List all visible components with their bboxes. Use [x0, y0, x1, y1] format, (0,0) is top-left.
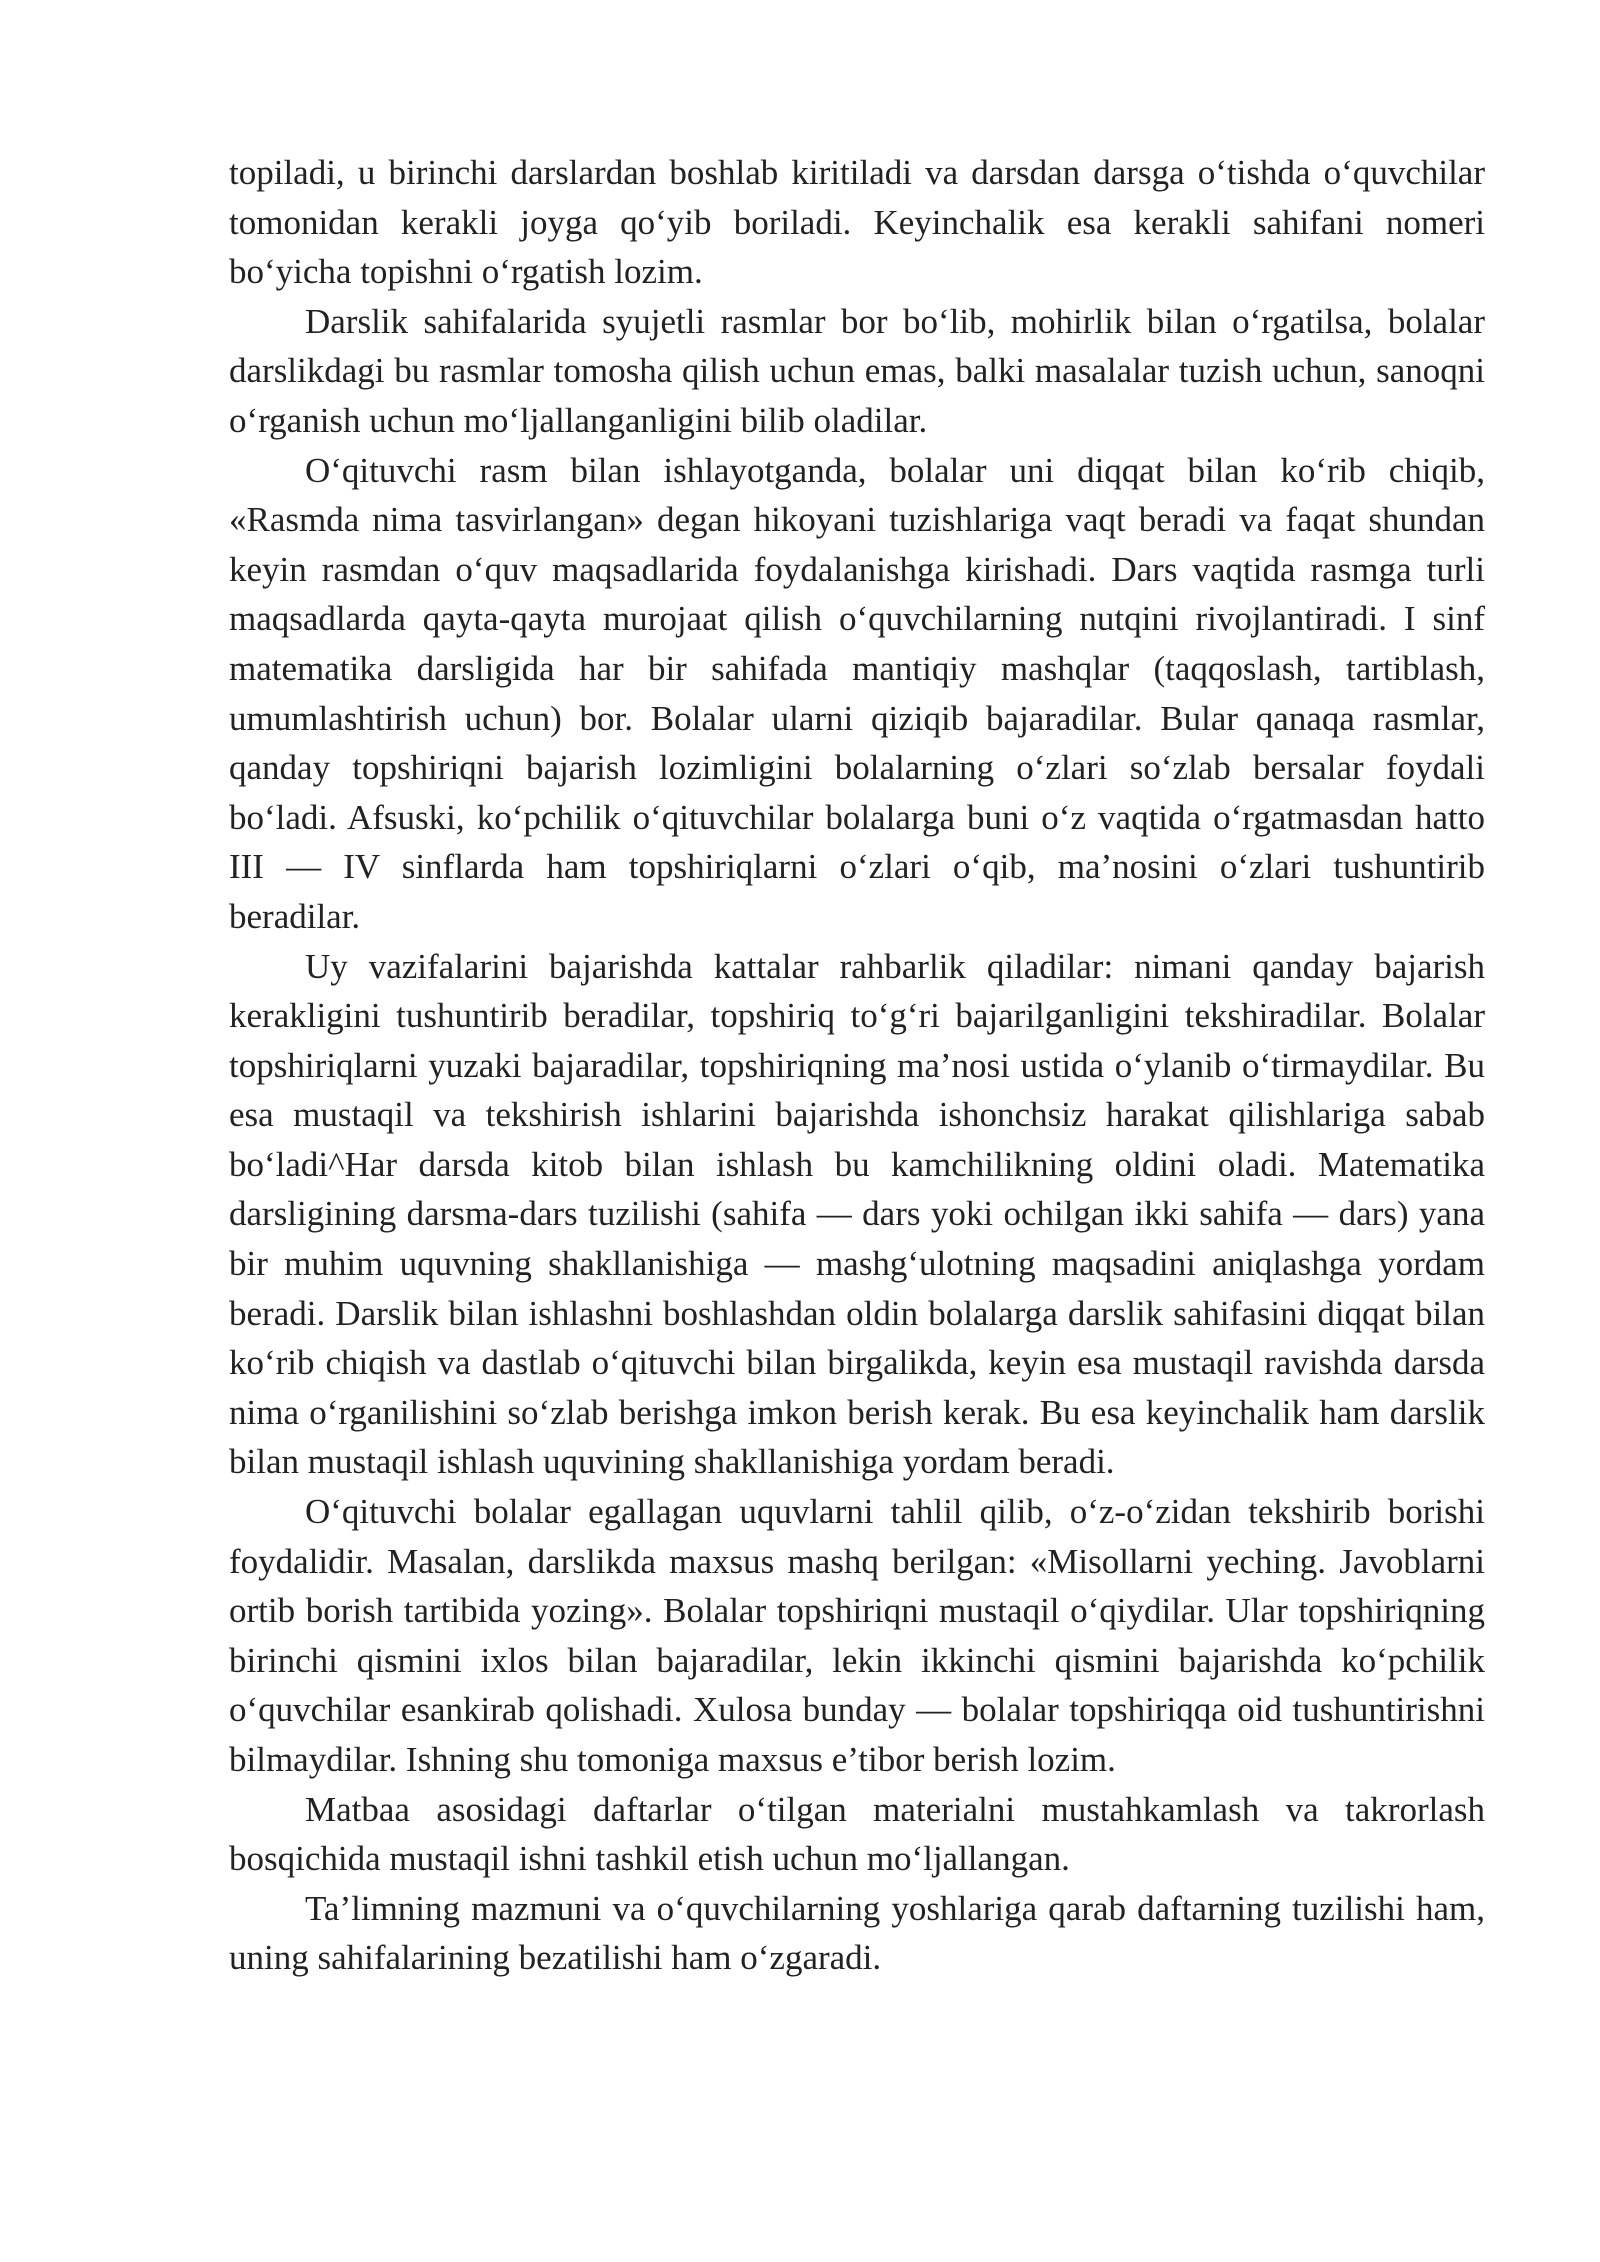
paragraph-4: Uy vazifalarini bajarishda kattalar rahbarlik qiladilar: nimani qanday bajarish kerakligini tushuntirib beradilar, topshiriq to‘g‘ri bajarilganligini tekshiradilar. Bolalar topshiriqlarni yuzaki bajaradilar, topshiriqning ma’nosi ustida o‘ylanib o‘tirmaydilar. Bu esa mustaqil va tekshirish ishlarini bajarishda ishonchsiz harakat qilishlariga sabab bo‘ladi^Har darsda kitob bilan ishlash bu kamchilikning oldini oladi. Matematika darsligining darsma-dars tuzilishi (sahifa — dars yoki ochilgan ikki sahifa — dars) yana bir muhim uquvning shakllanishiga — mashg‘ulotning maqsadini aniqlashga yordam beradi. Darslik bilan ishlashni boshlashdan oldin bolalarga darslik sahifasini diqqat bilan ko‘rib chiqish va dastlab o‘qituvchi bilan birgalikda, keyin esa mustaqil ravishda darsda nima o‘rganilishini so‘zlab berishga imkon berish kerak. Bu esa keyinchalik ham darslik bilan mustaqil ishlash uquvining shakllanishiga yordam beradi. — [229, 946, 1485, 1482]
paragraph-2: Darslik sahifalarida syujetli rasmlar bor bo‘lib, mohirlik bilan o‘rgatilsa, bolalar darslikdagi bu rasmlar tomosha qilish uchun emas, balki masalalar tuzish uchun, sanoqni o‘rganish uchun mo‘ljallanganligini bilib oladilar. — [229, 301, 1485, 440]
paragraph-7: Ta’limning mazmuni va o‘quvchilarning yoshlariga qarab daftarning tuzilishi ham, uning sahifalarining bezatilishi ham o‘zgaradi. — [229, 1888, 1485, 1978]
document-page — [229, 148, 1485, 1983]
paragraph-1: topiladi, u birinchi darslardan boshlab kiritiladi va darsdan darsga o‘tishda o‘quvchilar tomonidan kerakli joyga qo‘yib boriladi. Keyinchalik esa kerakli sahifani nomeri bo‘yicha topishni o‘rgatish lozim. — [229, 153, 1485, 292]
paragraph-6: Matbaa asosidagi daftarlar o‘tilgan materialni mustahkamlash va takrorlash bosqichida mustaqil ishni tashkil etish uchun mo‘ljallangan. — [229, 1789, 1485, 1879]
paragraph-5: O‘qituvchi bolalar egallagan uquvlarni tahlil qilib, o‘z-o‘zidan tekshirib borishi foydalidir. Masalan, darslikda maxsus mashq berilgan: «Misollarni yeching. Javoblarni ortib borish tartibida yozing». Bolalar topshiriqni mustaqil o‘qiydilar. Ular topshiriqning birinchi qismini ixlos bilan bajaradilar, lekin ikkinchi qismini bajarishda ko‘pchilik o‘quvchilar esankirab qolishadi. Xulosa bunday — bolalar topshiriqqa oid tushuntirishni bilmaydilar. Ishning shu tomoniga maxsus e’tibor berish lozim. — [229, 1492, 1485, 1779]
paragraph-3: O‘qituvchi rasm bilan ishlayotganda, bolalar uni diqqat bilan ko‘rib chiqib, «Rasmda nima tasvirlangan» degan hikoyani tuzishlariga vaqt beradi va faqat shundan keyin rasmdan o‘quv maqsadlarida foydalanishga kirishadi. Dars vaqtida rasmga turli maqsadlarda qayta-qayta murojaat qilish o‘quvchilarning nutqini rivojlantiradi. I sinf matematika darsligida har bir sahifada mantiqiy mashqlar (taqqoslash, tartiblash, umumlashtirish uchun) bor. Bolalar ularni qiziqib bajaradilar. Bular qanaqa rasmlar, qanday topshiriqni bajarish lozimligini bolalarning o‘zlari so‘zlab bersalar foydali bo‘ladi. Afsuski, ko‘pchilik o‘qituvchilar bolalarga buni o‘z vaqtida o‘rgatmasdan hatto III — IV sinflarda ham topshiriqlarni o‘zlari o‘qib, ma’nosini o‘zlari tushuntirib beradilar. — [229, 450, 1485, 936]
